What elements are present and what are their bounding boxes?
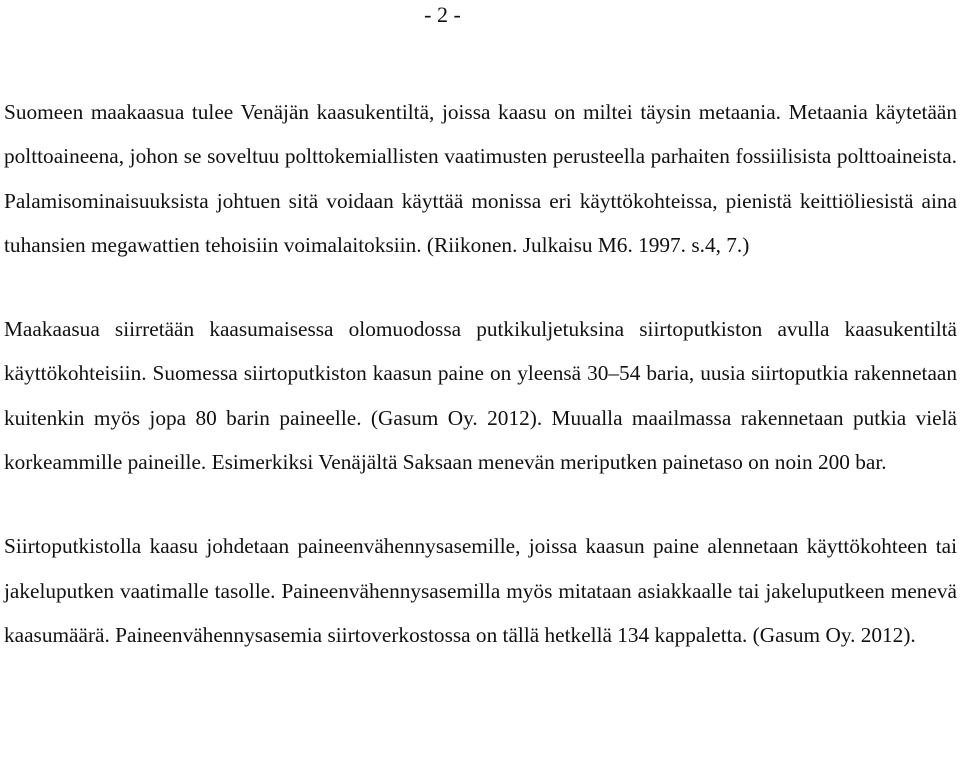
document-body [4,90,957,657]
paragraph-gas-transmission: Maakaasua siirretään kaasumaisessa olomuodossa putkikuljetuksina siirtoputkiston avulla kaasukentiltä käyttökohteisiin. Suomessa siirtoputkiston kaasun paine on yleensä 30–54 baria, uusia siirtoputkia rakennetaan kuitenkin myös jopa 80 barin paineelle. (Gasum Oy. 2012). Muualla maailmassa rakennetaan putkia vielä korkeammille paineille. Esimerkiksi Venäjältä Saksaan menevän meriputken painetaso on noin 200 bar. [4,317,957,475]
page-number: - 2 - [424,2,461,27]
paragraph-pressure-reduction-stations: Siirtoputkistolla kaasu johdetaan paineenvähennysasemille, joissa kaasun paine alennetaan käyttökohteen tai jakeluputken vaatimalle tasolle. Paineenvähennysasemilla myös mitataan asiakkaalle tai jakeluputkeen menevä kaasumäärä. Paineenvähennysasemia siirtoverkostossa on tällä hetkellä 134 kappaletta. (Gasum Oy. 2012). [4,534,957,647]
paragraph-natural-gas-origin: Suomeen maakaasua tulee Venäjän kaasukentiltä, joissa kaasu on miltei täysin metaania. Metaania käytetään polttoaineena, johon se soveltuu polttokemiallisten vaatimusten perusteella parhaiten fossiilisista polttoaineista. Palamisominaisuuksista johtuen sitä voidaan käyttää monissa eri käyttökohteissa, pienistä keittiöliesistä aina tuhansien megawattien tehoisiin voimalaitoksiin. (Riikonen. Julkaisu M6. 1997. s.4, 7.) [4,100,957,257]
